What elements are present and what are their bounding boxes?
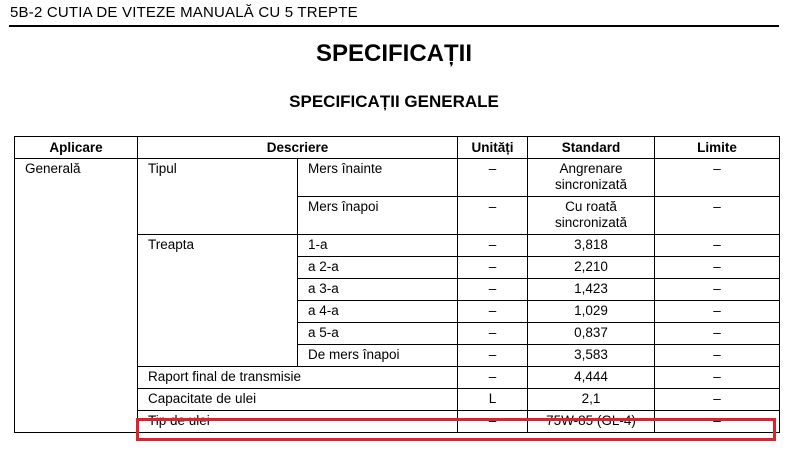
page-title: SPECIFICAȚII xyxy=(315,40,472,67)
specifications-table xyxy=(14,136,780,433)
column-header-standard: Standard xyxy=(528,137,655,159)
description-cell: Raport final de transmisie xyxy=(138,367,458,389)
limit-cell: – xyxy=(655,159,780,197)
standard-cell: 2,1 xyxy=(528,389,655,411)
category-label: Treapta xyxy=(138,235,298,367)
unit-cell: – xyxy=(458,367,528,389)
section-title: SPECIFICAȚII GENERALE xyxy=(289,92,499,111)
column-header-aplicare: Aplicare xyxy=(15,137,138,159)
unit-cell: L xyxy=(458,389,528,411)
unit-cell: – xyxy=(458,257,528,279)
limit-cell: – xyxy=(655,197,780,235)
page-header: 5B-2 CUTIA DE VITEZE MANUALĂ CU 5 TREPTE xyxy=(10,4,358,21)
standard-cell: 1,029 xyxy=(528,301,655,323)
description-cell: Mers înapoi xyxy=(298,197,458,235)
limit-cell: – xyxy=(655,323,780,345)
description-cell: Capacitate de ulei xyxy=(138,389,458,411)
column-header-unitati: Unități xyxy=(458,137,528,159)
standard-cell: 75W-85 (GL-4) xyxy=(528,411,655,433)
standard-cell: 3,583 xyxy=(528,345,655,367)
standard-cell xyxy=(528,159,655,197)
standard-cell: 4,444 xyxy=(528,367,655,389)
description-cell: a 3-a xyxy=(298,279,458,301)
limit-cell: – xyxy=(655,301,780,323)
limit-cell: – xyxy=(655,257,780,279)
category-label: Tipul xyxy=(138,159,298,235)
group-label: Generală xyxy=(15,159,138,433)
description-cell: 1-a xyxy=(298,235,458,257)
unit-cell: – xyxy=(458,197,528,235)
highlight-box xyxy=(136,418,776,441)
header-divider xyxy=(9,25,779,27)
standard-cell: 2,210 xyxy=(528,257,655,279)
standard-cell: 0,837 xyxy=(528,323,655,345)
limit-cell: – xyxy=(655,279,780,301)
description-cell: Tip de ulei xyxy=(138,411,458,433)
limit-cell: – xyxy=(655,367,780,389)
standard-line: Angrenare xyxy=(559,161,623,176)
column-header-limite: Limite xyxy=(655,137,780,159)
unit-cell: – xyxy=(458,345,528,367)
description-cell: De mers înapoi xyxy=(298,345,458,367)
unit-cell: – xyxy=(458,323,528,345)
limit-cell: – xyxy=(655,389,780,411)
limit-cell: – xyxy=(655,411,780,433)
description-cell: a 4-a xyxy=(298,301,458,323)
table-header-row xyxy=(15,137,780,159)
description-cell: Mers înainte xyxy=(298,159,458,197)
unit-cell: – xyxy=(458,159,528,197)
standard-cell: 3,818 xyxy=(528,235,655,257)
limit-cell: – xyxy=(655,235,780,257)
unit-cell: – xyxy=(458,235,528,257)
standard-cell xyxy=(528,197,655,235)
unit-cell: – xyxy=(458,279,528,301)
standard-line: Cu roată xyxy=(565,199,617,214)
table-row xyxy=(15,159,780,197)
limit-cell: – xyxy=(655,345,780,367)
standard-cell: 1,423 xyxy=(528,279,655,301)
standard-line: sincronizată xyxy=(554,215,628,230)
description-cell: a 5-a xyxy=(298,323,458,345)
standard-line: sincronizată xyxy=(554,177,628,192)
unit-cell: – xyxy=(458,411,528,433)
unit-cell: – xyxy=(458,301,528,323)
column-header-descriere: Descriere xyxy=(138,137,458,159)
description-cell: a 2-a xyxy=(298,257,458,279)
